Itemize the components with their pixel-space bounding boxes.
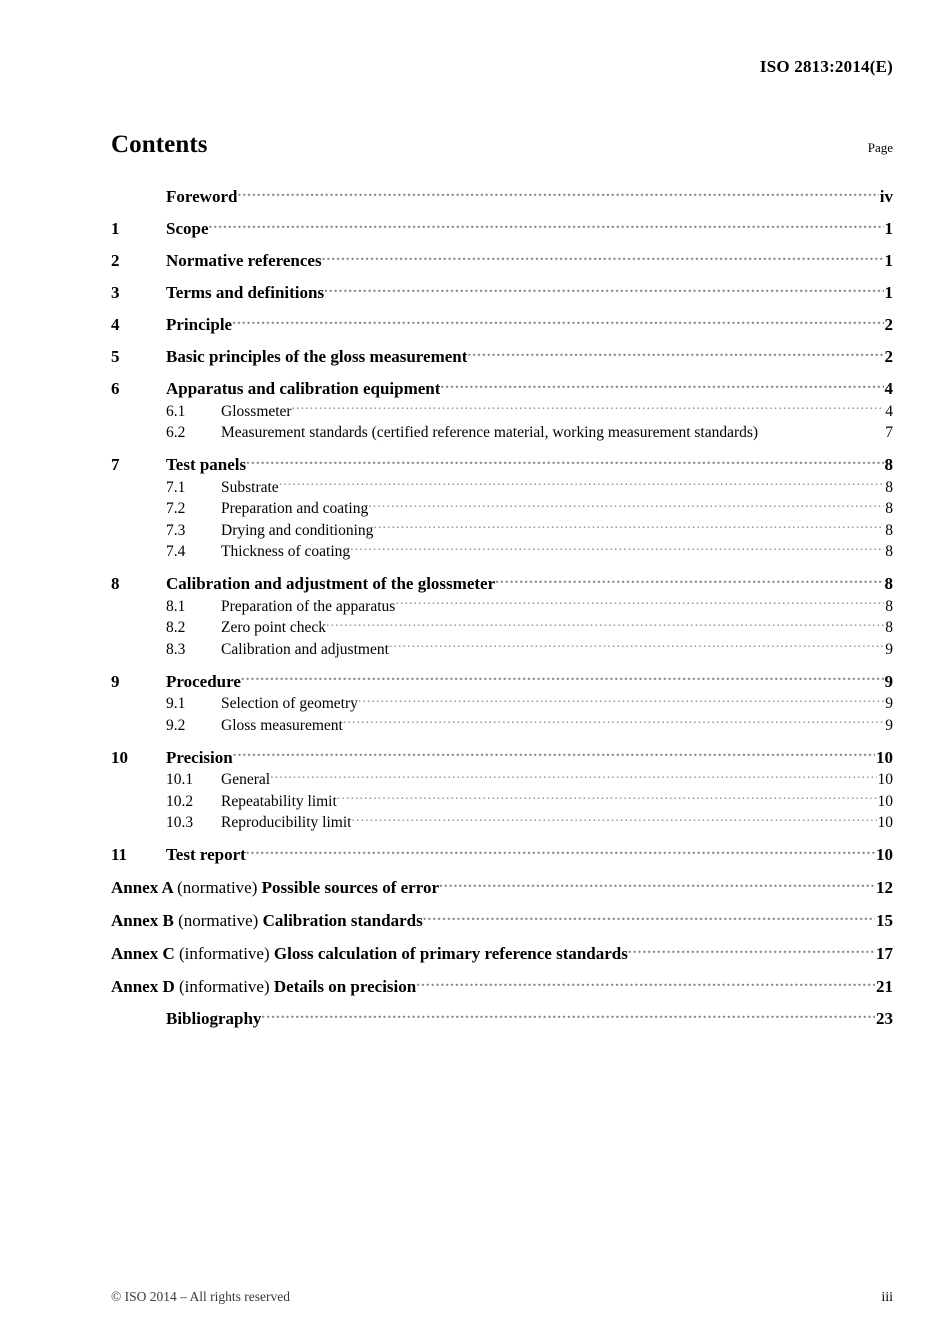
toc-entry-title: Terms and definitions <box>166 283 325 302</box>
toc-entry-title: Drying and conditioning <box>221 521 374 539</box>
toc-leader-dots <box>389 638 884 654</box>
toc-entry[interactable] <box>111 595 893 616</box>
toc-leader-dots <box>324 281 883 298</box>
toc-entry[interactable] <box>111 617 893 638</box>
toc-entry-title: Calibration and adjustment <box>221 640 389 658</box>
toc-entry[interactable] <box>111 638 893 659</box>
annex-title: Possible sources of error <box>261 878 440 897</box>
toc-entry[interactable] <box>111 790 893 811</box>
annex-label: Annex D <box>111 977 175 996</box>
toc-entry-number: 7.4 <box>166 543 186 560</box>
toc-entry-page: 10 <box>877 771 893 788</box>
page-column-label: Page <box>867 140 893 155</box>
toc-entry-page: 8 <box>885 500 893 517</box>
toc-entry-title <box>111 911 423 931</box>
toc-leader-dots <box>440 377 883 394</box>
toc-entry[interactable] <box>111 572 893 594</box>
toc-entry-page: 8 <box>885 597 893 615</box>
toc-entry-page: 1 <box>884 251 893 270</box>
toc-leader-dots <box>368 498 884 514</box>
toc-entry-title: Apparatus and calibration equipment <box>166 379 441 398</box>
toc-entry-title: Principle <box>166 315 233 334</box>
toc-leader-dots <box>279 476 885 492</box>
toc-entry-title: Preparation and coating <box>221 500 369 517</box>
toc-entry-number: 7.3 <box>166 521 186 539</box>
toc-leader-dots <box>270 769 876 785</box>
toc-entry-title: Bibliography <box>166 1009 262 1028</box>
toc-leader-dots <box>246 843 875 860</box>
toc-entry[interactable] <box>111 313 893 335</box>
toc-entry-number: 10.2 <box>166 792 194 810</box>
toc-entry-title: General <box>221 771 271 788</box>
toc-entry-page: 2 <box>884 315 893 334</box>
annex-label: Annex A <box>111 878 173 897</box>
footer-page-number: iii <box>881 1290 893 1305</box>
toc-entry[interactable] <box>111 670 893 692</box>
toc-entry-number: 9 <box>111 671 120 691</box>
toc-entry-page: 1 <box>884 219 893 238</box>
toc-entry-title: Test panels <box>166 455 247 474</box>
toc-leader-dots <box>246 453 883 470</box>
toc-entry[interactable] <box>111 693 893 714</box>
toc-entry-number: 2 <box>111 251 120 270</box>
toc-entry[interactable] <box>111 541 893 562</box>
toc-entry-title: Scope <box>166 219 209 238</box>
annex-qualifier: (informative) <box>179 944 270 963</box>
toc-entry[interactable] <box>111 942 893 964</box>
toc-entry[interactable] <box>111 812 893 833</box>
toc-entry-page: 10 <box>876 845 893 864</box>
toc-entry[interactable] <box>111 769 893 790</box>
toc-entry-title: Substrate <box>221 478 279 496</box>
toc-entry-title: Reproducibility limit <box>221 814 352 831</box>
toc-entry-number: 7 <box>111 455 120 474</box>
toc-leader-dots <box>351 812 876 828</box>
toc-leader-dots <box>233 746 875 763</box>
toc-entry-number: 10.3 <box>166 814 194 831</box>
toc-entry-page: 8 <box>884 574 893 593</box>
toc-entry[interactable] <box>111 281 893 303</box>
toc-leader-dots <box>395 595 884 611</box>
toc-leader-dots <box>373 519 884 535</box>
toc-entry-number: 8.1 <box>166 597 186 615</box>
toc-leader-dots <box>358 693 884 709</box>
toc-entry[interactable] <box>111 519 893 540</box>
toc-entry-number: 1 <box>111 219 120 238</box>
toc-leader-dots <box>628 942 875 959</box>
toc-entry-title: Test report <box>166 845 246 864</box>
toc-entry-title: Glossmeter <box>221 402 292 420</box>
toc-leader-dots <box>337 790 877 806</box>
toc-entry[interactable] <box>111 714 893 735</box>
toc-entry-page: 17 <box>876 944 893 963</box>
contents-title-row <box>111 131 893 159</box>
toc-entry-page: 4 <box>885 402 893 420</box>
toc-entry[interactable] <box>111 345 893 367</box>
toc-entry-page: 8 <box>885 543 893 560</box>
toc-leader-dots <box>292 400 885 416</box>
toc-entry-number: 6 <box>111 379 120 398</box>
toc-entry-title: Preparation of the apparatus <box>221 597 396 615</box>
toc-entry[interactable] <box>111 746 893 768</box>
toc-entry-title <box>111 878 439 898</box>
toc-entry-number: 4 <box>111 315 120 334</box>
toc-entry[interactable] <box>111 249 893 271</box>
toc-entry-number: 6.1 <box>166 402 186 420</box>
toc-entry[interactable] <box>111 217 893 239</box>
annex-title: Calibration standards <box>262 911 423 930</box>
table-of-contents <box>111 185 893 1029</box>
toc-entry[interactable] <box>111 1007 893 1029</box>
toc-leader-dots <box>467 345 883 362</box>
toc-entry-page: 9 <box>885 695 893 712</box>
toc-entry-page: 15 <box>876 911 893 930</box>
toc-entry-number: 5 <box>111 347 120 366</box>
page-title: Contents <box>111 131 208 158</box>
toc-entry-page: 8 <box>884 455 893 474</box>
toc-entry-title: Repeatability limit <box>221 792 337 810</box>
annex-title: Gloss calculation of primary reference standards <box>273 944 628 963</box>
toc-leader-dots <box>261 1007 875 1024</box>
toc-entry-page: 4 <box>884 379 893 398</box>
annex-title: Details on precision <box>273 977 417 996</box>
toc-entry-page: 10 <box>876 747 893 767</box>
toc-entry-number: 7.2 <box>166 500 186 517</box>
toc-entry-page: 2 <box>884 347 893 366</box>
toc-entry-title: Procedure <box>166 671 241 691</box>
toc-entry-page: iv <box>879 187 893 206</box>
toc-entry-title: Gloss measurement <box>221 716 343 734</box>
annex-qualifier: (informative) <box>179 977 270 996</box>
toc-entry-number: 9.2 <box>166 716 186 734</box>
toc-entry-page: 9 <box>885 640 893 658</box>
toc-entry[interactable] <box>111 185 893 207</box>
toc-leader-dots <box>416 975 875 992</box>
toc-entry-title: Foreword <box>166 187 238 206</box>
toc-entry-number: 8.3 <box>166 640 186 658</box>
toc-entry-title: Calibration and adjustment of the glossmeter <box>166 574 496 593</box>
toc-entry-title: Precision <box>166 747 233 767</box>
toc-entry-number: 10.1 <box>166 771 194 788</box>
toc-leader-dots <box>232 313 883 330</box>
toc-entry-number: 7.1 <box>166 478 186 496</box>
toc-entry-page: 10 <box>877 814 893 831</box>
toc-entry[interactable] <box>111 476 893 497</box>
toc-entry-number: 8 <box>111 574 120 593</box>
toc-entry-title: Measurement standards (certified reference material, working measurement standards) <box>221 424 759 441</box>
toc-entry-page: 1 <box>884 283 893 302</box>
toc-leader-dots <box>322 249 884 266</box>
toc-leader-dots <box>439 876 875 893</box>
toc-entry-page: 10 <box>877 792 893 810</box>
toc-leader-dots <box>423 909 875 926</box>
toc-entry-number: 6.2 <box>166 424 186 441</box>
toc-entry-number: 8.2 <box>166 619 186 636</box>
toc-leader-dots <box>343 714 884 730</box>
toc-entry-page: 12 <box>876 878 893 897</box>
toc-entry[interactable] <box>111 498 893 519</box>
toc-entry-page: 9 <box>884 671 893 691</box>
toc-entry[interactable] <box>111 453 893 475</box>
toc-entry[interactable] <box>111 422 893 443</box>
toc-entry-page: 7 <box>885 424 893 441</box>
toc-entry-title: Thickness of coating <box>221 543 351 560</box>
toc-entry-number: 9.1 <box>166 695 186 712</box>
toc-entry[interactable] <box>111 377 893 399</box>
toc-entry-title: Selection of geometry <box>221 695 358 712</box>
toc-leader-dots <box>241 670 884 687</box>
toc-entry-title <box>111 977 416 997</box>
annex-label: Annex C <box>111 944 175 963</box>
annex-label: Annex B <box>111 911 174 930</box>
document-header: ISO 2813:2014(E) <box>759 57 893 76</box>
toc-entry-page: 8 <box>885 619 893 636</box>
toc-entry-page: 23 <box>876 1009 893 1028</box>
toc-entry-title <box>111 944 628 964</box>
toc-entry-number: 3 <box>111 283 120 302</box>
toc-entry-page: 21 <box>876 977 893 996</box>
toc-entry[interactable] <box>111 909 893 931</box>
toc-leader-dots <box>495 572 883 589</box>
toc-entry[interactable] <box>111 876 893 898</box>
toc-entry-title: Zero point check <box>221 619 327 636</box>
copyright-notice: © ISO 2014 – All rights reserved <box>111 1289 290 1304</box>
toc-entry-page: 9 <box>885 716 893 734</box>
toc-entry-title: Basic principles of the gloss measurement <box>166 347 468 366</box>
toc-leader-dots <box>326 617 884 633</box>
toc-entry-page: 8 <box>885 521 893 539</box>
toc-entry[interactable] <box>111 400 893 421</box>
toc-leader-dots <box>209 217 884 234</box>
annex-qualifier: (normative) <box>177 878 258 897</box>
toc-leader-dots <box>350 541 884 557</box>
toc-entry-title: Normative references <box>166 251 322 270</box>
toc-entry-number: 11 <box>111 845 128 864</box>
annex-qualifier: (normative) <box>178 911 259 930</box>
toc-leader-dots <box>758 422 884 438</box>
toc-entry[interactable] <box>111 975 893 997</box>
toc-entry[interactable] <box>111 843 893 865</box>
toc-entry-page: 8 <box>885 478 893 496</box>
page-footer <box>111 1289 893 1306</box>
toc-leader-dots <box>237 185 878 202</box>
toc-entry-number: 10 <box>111 747 128 767</box>
